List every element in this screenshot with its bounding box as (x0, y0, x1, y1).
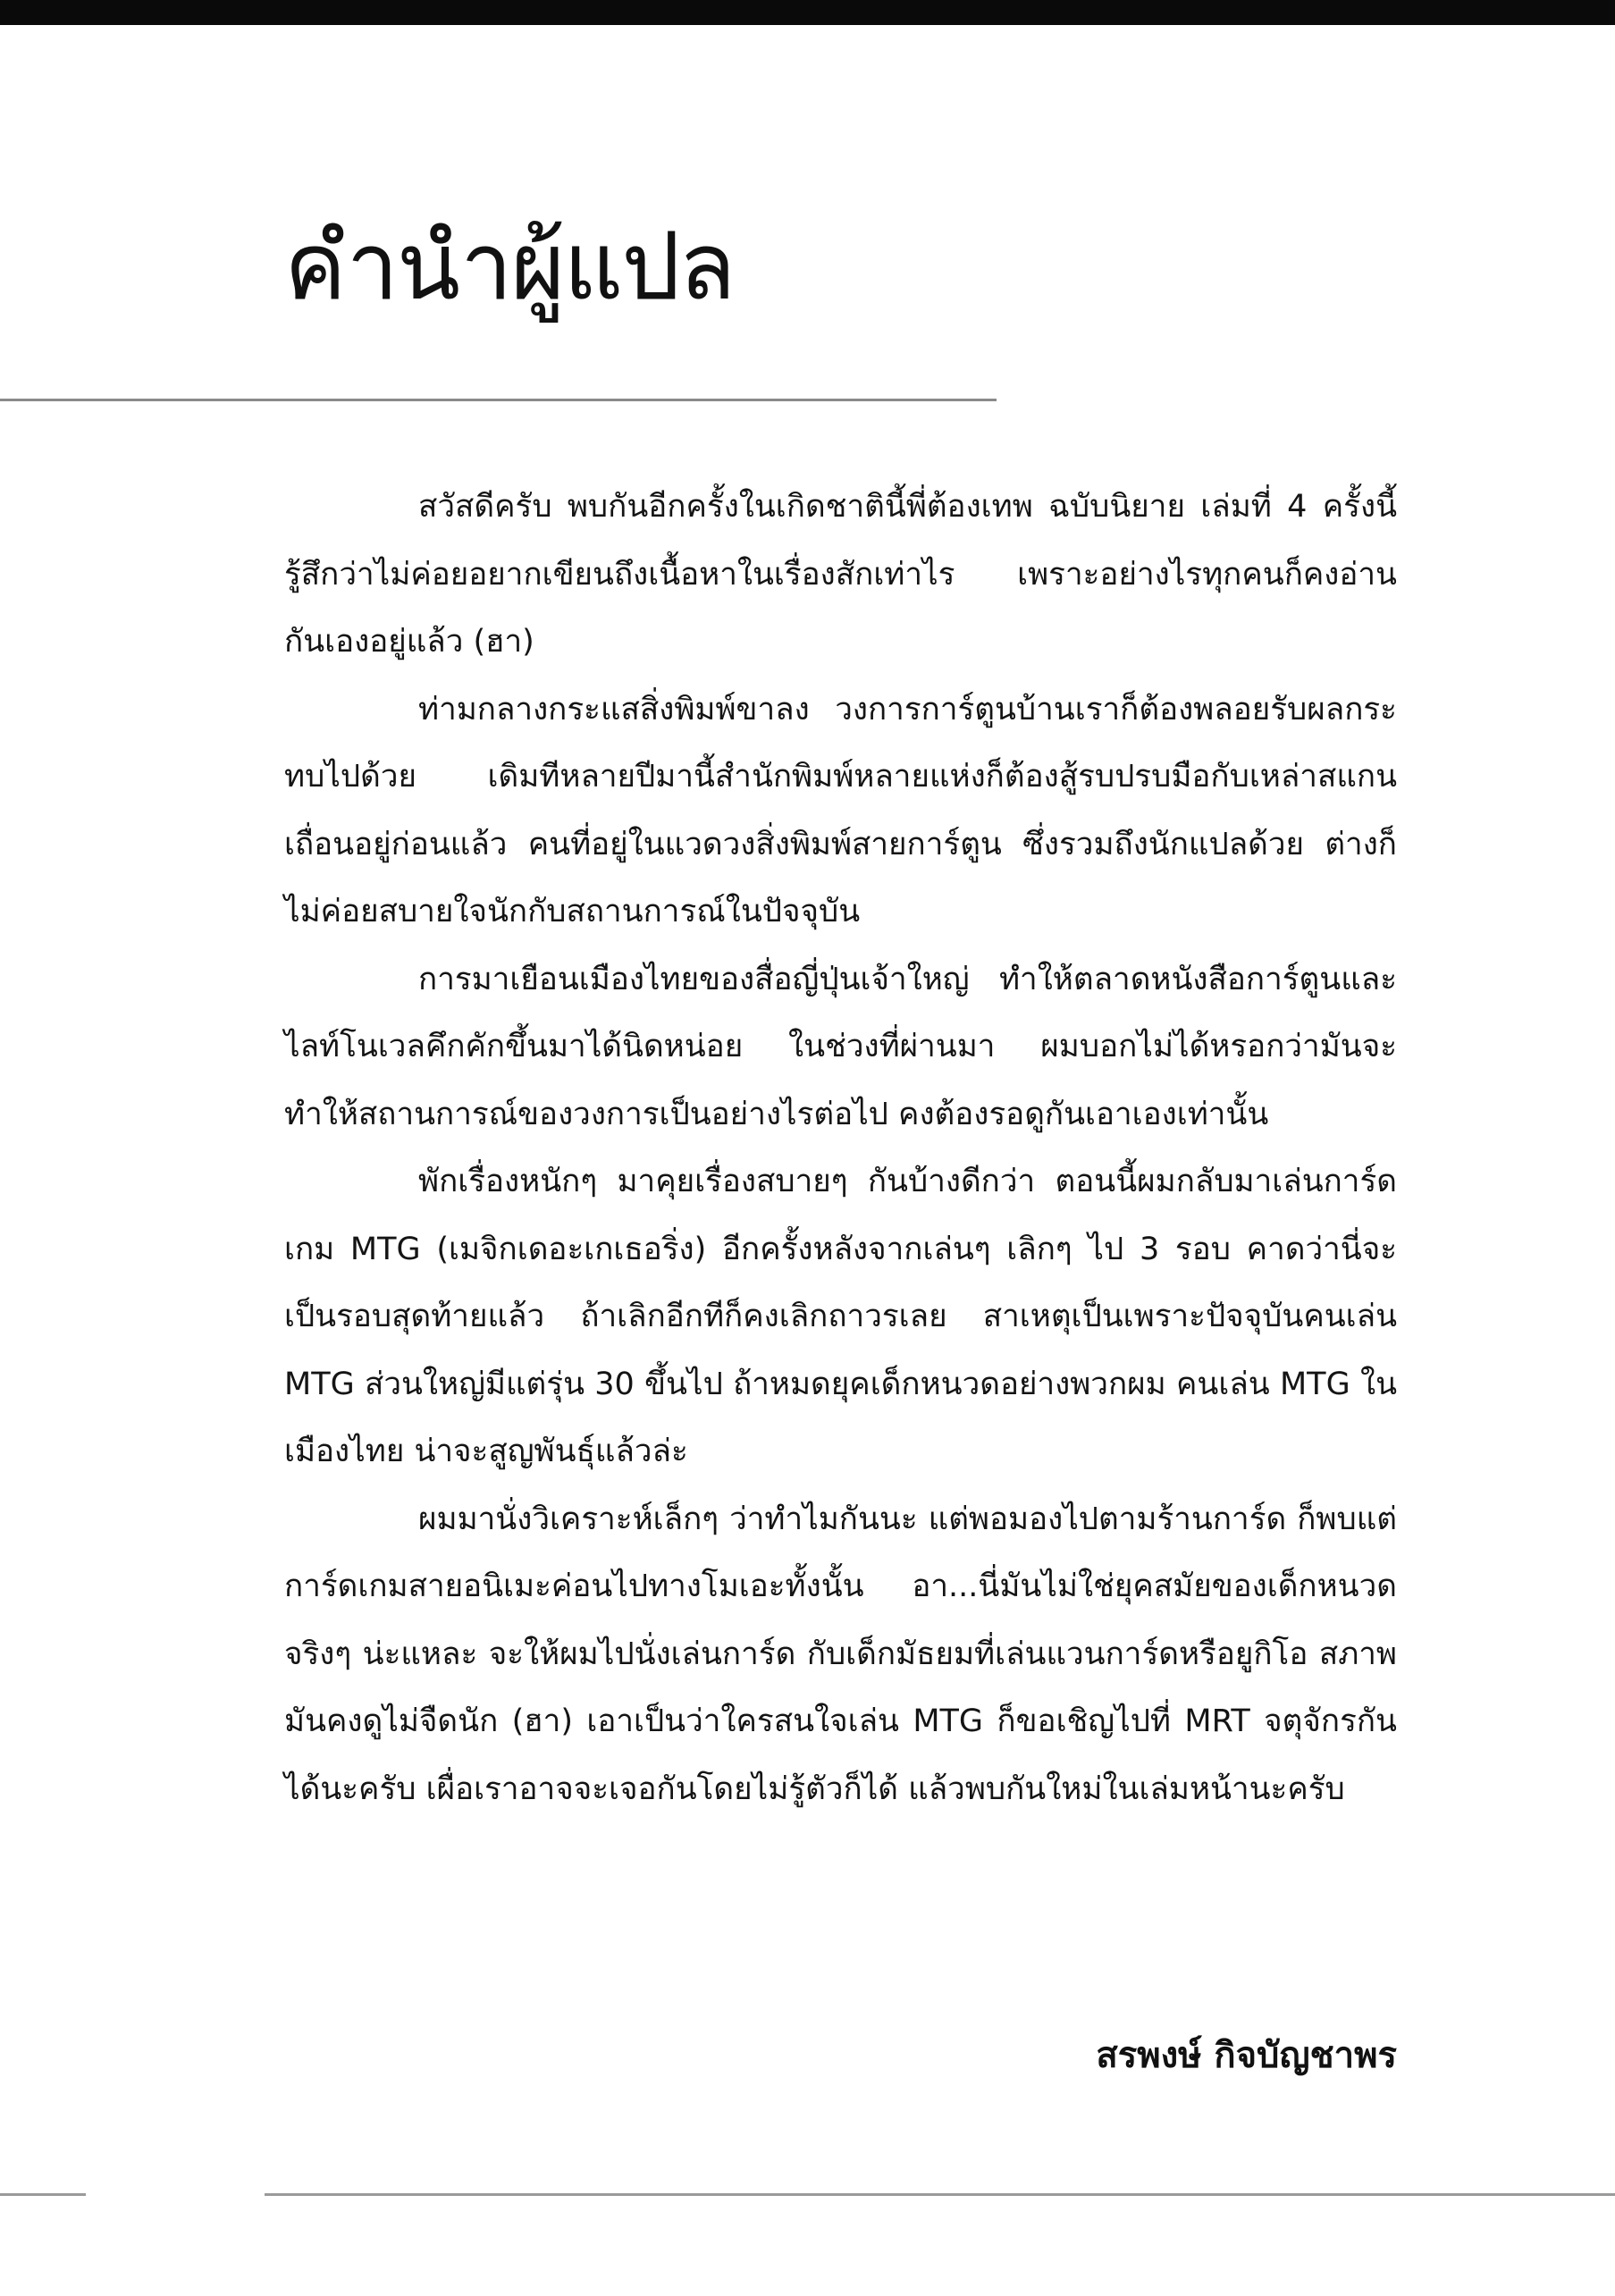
top-border-bar (0, 0, 1615, 25)
footer-rule-left (0, 2193, 86, 2196)
footer-rule-right (265, 2193, 1615, 2196)
paragraph: พักเรื่องหนักๆ มาคุยเรื่องสบายๆ กันบ้างดีกว่า ตอนนี้ผมกลับมาเล่นการ์ดเกม MTG (เมจิกเดอะเกเธอริ่ง) อีกครั้งหลังจากเล่นๆ เลิกๆ ไป 3 รอบ คาดว่านี่จะเป็นรอบสุดท้ายแล้ว ถ้าเลิกอีกทีก็คงเลิกถาวรเลย สาเหตุเป็นเพราะปัจจุบันคนเล่น MTG ส่วนใหญ่มีแต่รุ่น 30 ขึ้นไป ถ้าหมดยุคเด็กหนวดอย่างพวกผม คนเล่น MTG ในเมืองไทย น่าจะสูญพันธุ์แล้วล่ะ (284, 1164, 1397, 1469)
preface-body (284, 474, 1397, 1823)
translator-signature: สรพงษ์ กิจบัญชาพร (1096, 2035, 1397, 2076)
title-underline-rule (0, 399, 997, 401)
page-title: คำนำผู้แปล (284, 212, 735, 321)
paragraph: ผมมานั่งวิเคราะห์เล็กๆ ว่าทำไมกันนะ แต่พอมองไปตามร้านการ์ด ก็พบแต่การ์ดเกมสายอนิเมะค่อนไปทางโมเอะทั้งนั้น อา...นี่มันไม่ใช่ยุคสมัยของเด็กหนวดจริงๆ น่ะแหละ จะให้ผมไปนั่งเล่นการ์ด กับเด็กมัธยมที่เล่นแวนการ์ดหรือยูกิโอ สภาพมันคงดูไม่จืดนัก (ฮา) เอาเป็นว่าใครสนใจเล่น MTG ก็ขอเชิญไปที่ MRT จตุจักรกันได้นะครับ เผื่อเราอาจจะเจอกันโดยไม่รู้ตัวก็ได้ แล้วพบกันใหม่ในเล่มหน้านะครับ (284, 1501, 1397, 1807)
paragraph: สวัสดีครับ พบกันอีกครั้งในเกิดชาตินี้พี่ต้องเทพ ฉบับนิยาย เล่มที่ 4 ครั้งนี้รู้สึกว่าไม่ค่อยอยากเขียนถึงเนื้อหาในเรื่องสักเท่าไร เพราะอย่างไรทุกคนก็คงอ่านกันเองอยู่แล้ว (ฮา) (284, 489, 1397, 660)
paragraph: การมาเยือนเมืองไทยของสื่อญี่ปุ่นเจ้าใหญ่ ทำให้ตลาดหนังสือการ์ตูนและไลท์โนเวลคึกคักขึ้นมาได้นิดหน่อย ในช่วงที่ผ่านมา ผมบอกไม่ได้หรอกว่ามันจะทำให้สถานการณ์ของวงการเป็นอย่างไรต่อไป คงต้องรอดูกันเอาเองเท่านั้น (284, 961, 1397, 1132)
paragraph: ท่ามกลางกระแสสิ่งพิมพ์ขาลง วงการการ์ตูนบ้านเราก็ต้องพลอยรับผลกระทบไปด้วย เดิมทีหลายปีมานี้สำนักพิมพ์หลายแห่งก็ต้องสู้รบปรบมือกับเหล่าสแกนเถื่อนอยู่ก่อนแล้ว คนที่อยู่ในแวดวงสิ่งพิมพ์สายการ์ตูน ซึ่งรวมถึงนักแปลด้วย ต่างก็ไม่ค่อยสบายใจนักกับสถานการณ์ในปัจจุบัน (284, 691, 1397, 929)
